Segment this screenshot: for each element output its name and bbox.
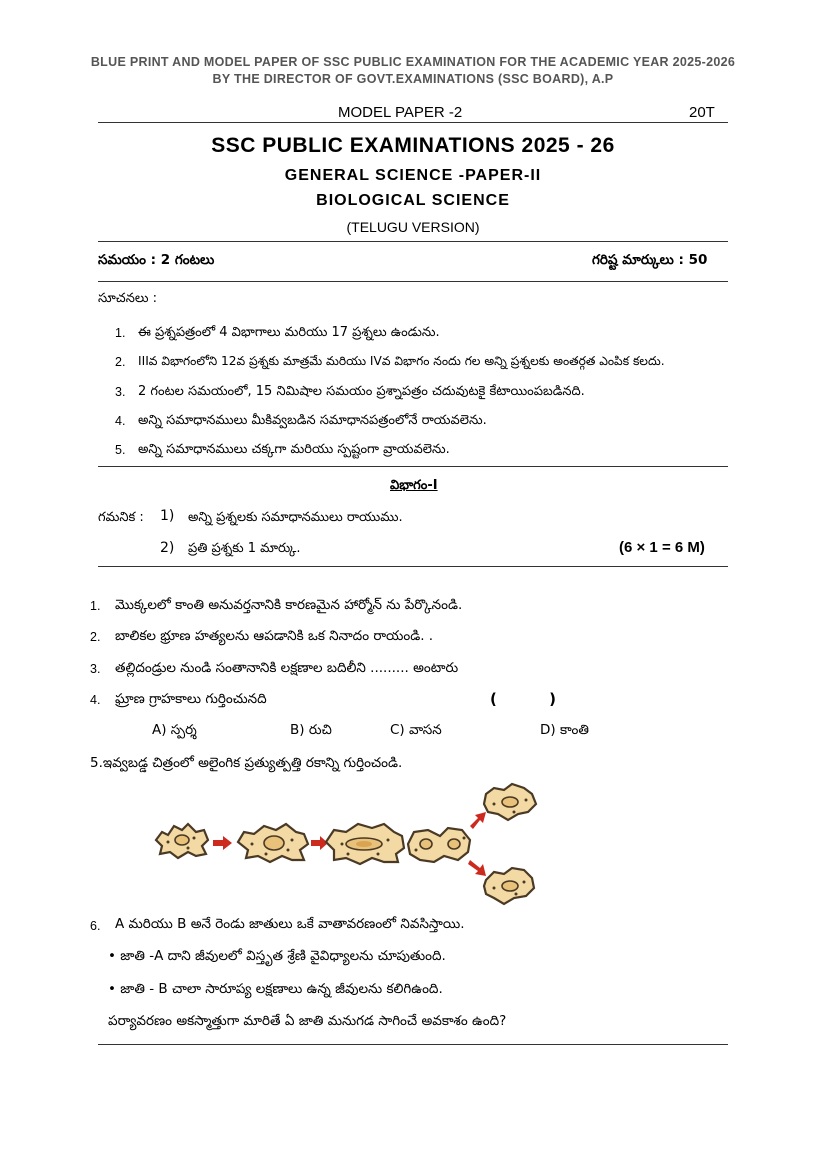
question-bullet: • జాతి - B చాలా సారూప్య లక్షణాలు ఉన్న జీవులను కలిగిఉంది. [108,981,443,997]
note-text: ప్రతి ప్రశ్నకు 1 మార్కు. [188,541,301,556]
amoeba-cell-1 [156,824,208,858]
binary-fission-figure [148,780,540,910]
question-number: 2. [90,630,101,644]
daughter-cell-top [484,784,536,820]
header-line-2: BY THE DIRECTOR OF GOVT.EXAMINATIONS (SSC BOARD), A.P [212,72,614,86]
amoeba-cell-4 [408,828,470,862]
instruction-text: 2 గంటల సమయంలో, 15 నిమిషాల సమయం ప్రశ్నాపత్రం చదువుటకై కేటాయింపబడినది. [138,384,585,399]
option-c: C) వాసన [390,722,442,738]
amoeba-cell-3 [326,824,404,864]
section-title: విభాగం-I [390,478,438,493]
instructions-heading: సూచనలు : [98,291,158,306]
exam-title: SSC PUBLIC EXAMINATIONS 2025 - 26 [211,134,615,157]
amoeba-cell-2 [238,824,308,862]
instruction-text: అన్ని సమాధానములు చక్కగా మరియు స్పష్టంగా వ్రాయవలెను. [138,442,450,457]
note-number: 2) [160,540,175,556]
question-text: 5.ఇవ్వబడ్డ చిత్రంలో అలైంగిక ప్రత్యుత్పత్తి రకాన్ని గుర్తించండి. [90,755,403,771]
instruction-number: 5. [115,443,126,457]
note-text: అన్ని ప్రశ్నలకు సమాధానములు రాయుము. [188,510,403,525]
question-text: తల్లిదండ్రుల నుండి సంతానానికి లక్షణాల బదిలీని ......... అంటారు [115,660,459,676]
question-number: 3. [90,662,101,676]
question-number: 4. [90,693,101,707]
divider [98,566,728,567]
subject-title: GENERAL SCIENCE -PAPER-II [284,167,542,184]
instruction-number: 1. [115,326,126,340]
note-label: గమనిక : [98,510,144,525]
divider [98,122,728,123]
model-paper-label: MODEL PAPER -2 [338,104,463,121]
question-text: మొక్కలలో కాంతి అనువర్తనానికి కారణమైన హార్మోన్ ను పేర్కొనండి. [115,597,463,613]
question-text: ఘ్రాణ గ్రాహకాలు గుర్తించునది [115,691,267,707]
question-number: 6. [90,919,101,933]
time-allowed: సమయం : 2 గంటలు [98,252,215,268]
header-line-1: BLUE PRINT AND MODEL PAPER OF SSC PUBLIC EXAMINATION FOR THE ACADEMIC YEAR 2025-2026 [90,55,736,69]
divider [98,281,728,282]
instruction-text: IIIవ విభాగంలోని 12వ ప్రశ్నకు మాత్రమే మరియు IVవ విభాగం నందు గల అన్ని ప్రశ్నలకు అంతర్గత ఎంపిక కలదు. [138,354,665,368]
option-b: B) రుచి [290,722,332,738]
question-bullet: • జాతి -A దాని జీవులలో విస్తృత శ్రేణి వైవిధ్యాలను చూపుతుంది. [108,948,446,964]
instruction-number: 3. [115,385,126,399]
version-label: (TELUGU VERSION) [346,219,480,235]
arrow-icon [470,812,486,829]
instruction-text: అన్ని సమాధానములు మీకివ్వబడిన సమాధానపత్రంలోనే రాయవలెను. [138,413,487,428]
question-number: 1. [90,599,101,613]
divider [98,1044,728,1045]
question-text: పర్యావరణం అకస్మాత్తుగా మారితే ఏ జాతి మనుగడ సాగించే అవకాశం ఉంది? [108,1013,507,1029]
divider [98,241,728,242]
paper-code: 20T [689,104,715,121]
option-d: D) కాంతి [540,722,589,738]
instruction-text: ఈ ప్రశ్నపత్రంలో 4 విభాగాలు మరియు 17 ప్రశ్నలు ఉండును. [138,325,440,340]
question-text: A మరియు B అనే రెండు జాతులు ఒకే వాతావరణంలో నివసిస్తాయి. [115,916,465,932]
arrow-icon [213,836,232,850]
instruction-number: 2. [115,355,126,369]
arrow-icon [468,860,486,876]
question-text: బాలికల భ్రూణ హత్యలను ఆపడానికి ఒక నినాదం రాయండి. . [115,628,434,644]
daughter-cell-bottom [484,868,534,904]
instruction-number: 4. [115,414,126,428]
subsubject-title: BIOLOGICAL SCIENCE [316,192,510,209]
option-a: A) స్పర్శ [152,722,197,738]
max-marks: గరిష్ట మార్కులు : 50 [592,252,708,268]
note-number: 1) [160,508,175,524]
marks-formula: (6 × 1 = 6 M) [619,539,705,556]
answer-bracket: ( ) [490,690,556,708]
divider [98,466,728,467]
